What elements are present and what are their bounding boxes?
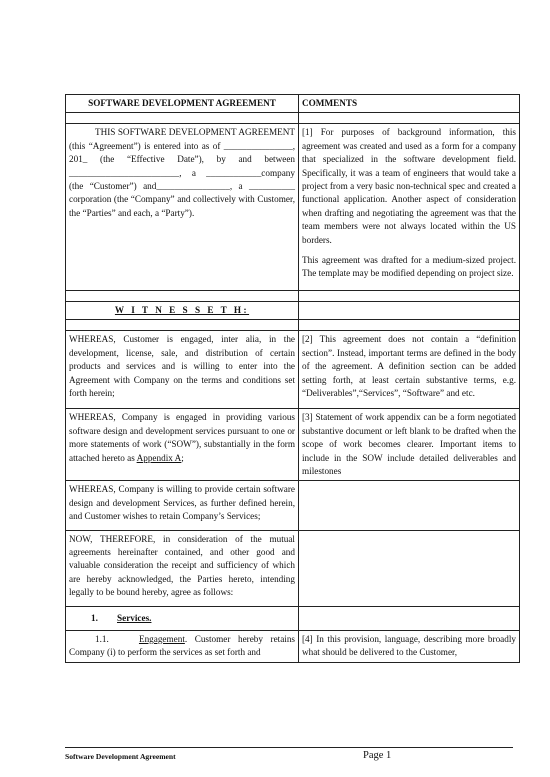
whereas-paragraph-2: WHEREAS, Company is engaged in providing various software design and development services pursuant to one or more statements of work (“SOW”), substantially in the form attached hereto as Appendix A;	[66, 409, 299, 481]
page-number: Page 1	[363, 750, 392, 761]
intro-paragraph: THIS SOFTWARE DEVELOPMENT AGREEMENT (this “Agreement”) is entered into as of _______________, 201_ (the “Effective Date”), by and between ________________________, a ____________company (the “Customer”) and________________, a __________ corporation (the “Company” and collectively with Customer, the “Parties” and each, a “Party”).	[66, 124, 299, 290]
agreement-table	[65, 94, 520, 663]
now-therefore-row	[66, 530, 520, 606]
section-heading-row	[66, 606, 520, 630]
witnesseth-heading: W I T N E S S E T H:	[114, 304, 250, 315]
whereas-row-1	[66, 331, 520, 409]
whereas-paragraph-1: WHEREAS, Customer is engaged, inter alia, in the development, license, sale, and distribution of certain products and services and is willing to enter into the Agreement with Company on the terms and conditions set forth herein;	[66, 331, 299, 409]
intro-row	[66, 124, 520, 290]
right-column-header: COMMENTS	[299, 95, 520, 113]
whereas-row-2	[66, 409, 520, 481]
whereas-row-3	[66, 481, 520, 530]
comment-4: [4] In this provision, language, describing more broadly what should be delivered to the Customer,	[299, 631, 520, 663]
comment-1-note: This agreement was drafted for a medium-sized project. The template may be modified depending on project size.	[302, 255, 516, 279]
whereas-paragraph-3: WHEREAS, Company is willing to provide certain software design and development Services, as further defined herein, and Customer wishes to retain Company’s Services;	[66, 481, 299, 530]
comment-1: [1] For purposes of background information, this agreement was created and used as a form for a company that specialized in the software development field. Specifically, it was a team of engineers that would take a project from a very basic non-technical spec and created a functional application. Another aspect of consideration when drafting and negotiating the agreement was that the team members were not always located within the US borders.	[302, 127, 516, 245]
spacer-row	[66, 113, 520, 124]
now-therefore-paragraph: NOW, THEREFORE, in consideration of the mutual agreements hereinafter contained, and other good and valuable consideration the receipt and sufficiency of which are hereby acknowledged, the Parties hereto, intending legally to be bound hereby, agree as follows:	[66, 530, 299, 606]
left-column-header: SOFTWARE DEVELOPMENT AGREEMENT	[66, 95, 299, 113]
appendix-a-link[interactable]: Appendix A	[136, 452, 182, 463]
spacer-row	[66, 290, 520, 301]
section-heading: 1. Services.	[91, 612, 152, 623]
page-footer	[65, 747, 513, 765]
comment-3: [3] Statement of work appendix can be a form negotiated substantive document or left blank to be drafted when the scope of work becomes clearer. Important items to include in the SOW include detailed deliverables and milestones	[299, 409, 520, 481]
spacer-row	[66, 320, 520, 331]
comment-2: [2] This agreement does not contain a “definition section”. Instead, important terms are defined in the body of the agreement. A definition section can be added setting forth, at least certain substantive terms, e.g. “Deliverables”,“Services”, “Software” and etc.	[299, 331, 520, 409]
subsection-paragraph: 1.1. Engagement. Customer hereby retains Company (i) to perform the services as set forth and	[66, 631, 299, 663]
witnesseth-row	[66, 301, 520, 319]
table-header-row	[66, 95, 520, 113]
footer-title: Software Development Agreement	[65, 752, 176, 761]
subsection-row	[66, 631, 520, 663]
